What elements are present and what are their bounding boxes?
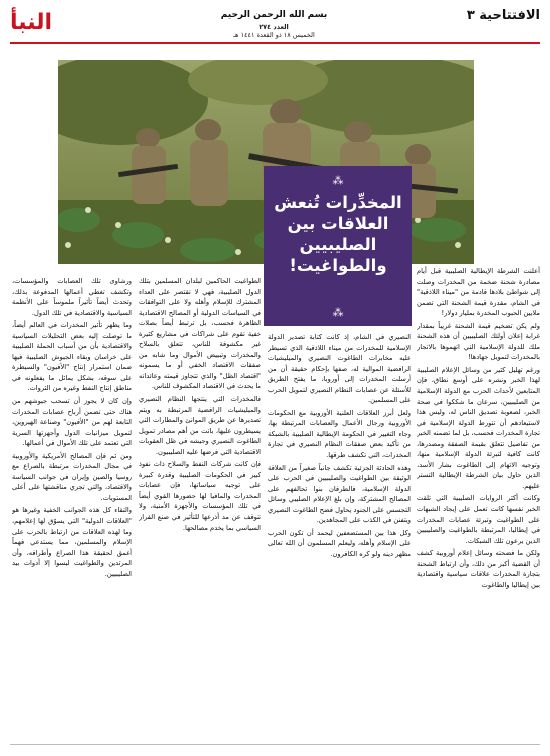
paragraph: ولعل أبرز العلاقات العلنية الأوروبية مع الحكومات الأوروبية ورجال الأعمال والعصابات المرتبطة بها، وجاء التغيير في الحكومة الإيطالية الصليبية بالشبكة من تأكيد بعض صفقات النظام النصيري في تجارة المخدرات، التي تكشف طرقها.	[268, 408, 411, 460]
paragraph: فإن كانت شركات النفط والسلاح ذات نفوذ كبير في الحكومات الصليبية وقدرة كبيرة على توجيه سياساتها، فإن عصابات المخدرات والمافيا لها حضورها القوي أيضاً في تلك المؤسسات والأجهزة الأمنية، ولا تتوقف عن مد أذرعها للتأثير في صنع القرار السياسي بما يخدم مصالحها.	[139, 460, 261, 532]
article-column-4	[12, 276, 132, 740]
paragraph: وكل هذا بين المستضعفين ليحمد أن تكون الحرب على الإسلام وأهله، وليعلم المسلمون أن الله تعالى مظهر دينه ولو كره الكافرون.	[268, 528, 411, 558]
page-header	[10, 6, 540, 42]
headline: المخدِّرات تُنعش العلاقات بين الصليبيين والطواغيت!	[274, 193, 402, 275]
issue-date: الخميس ١٨ ذو القعدة ١٤٤١ هـ	[233, 31, 315, 39]
paragraph: ولكن ما فضحته وسائل إعلام أوروبية كشف أن القضية أكبر من ذلك، وأن ارتباط الشحنة بتجارة المخدرات علاقات سياسية واقتصادية بين إيطاليا والطاغوت	[417, 549, 540, 589]
issue-number: العدد ٢٧٤	[259, 23, 289, 31]
headline-box	[264, 166, 412, 326]
paragraph: والتقاء كل هذه الجوانب الخفية وغيرها هو "العلاقات الدولية" التي يسوّق لها إعلامهم، وما لهذه العلاقات من ارتباط بالحرب على الإسلام والمسلمين، مما يستدعي فهماً أعمق لحقيقة هذا الصراع وأطرافه، وأن المرتدين والطواغيت ليسوا إلا أدوات بيد الصليبيين.	[12, 506, 132, 578]
header-divider	[10, 42, 540, 44]
paragraph: ومن ثم فإن المصالح الأمريكية والأوروبية في مجال المخدرات مرتبطة بالصراع مع روسيا والصين وإيران في جوانب السياسة والاقتصاد، والتي تجري مناقشتها على أعلى المستويات.	[12, 451, 132, 502]
basmala: بسم الله الرحمن الرحيم	[220, 10, 328, 20]
publication-logo	[10, 6, 52, 38]
paragraph: ورغم تهليل كثير من وسائل الإعلام الصليبية لهذا الخبر ونشره على أوسع نطاق، فإن المتابعين لأحداث الحرب مع الدولة الإسلامية من الصليبيين، سرعان ما شككوا في صحة الخبر، لصعوبة تصديق الناس له، وليس هذا لاستيعادهم أن تتورط الدولة الإسلامية في تجارة المخدرات فحسب، بل لما تضمنه الخبر من تفاصيل تتعلق بقيمة الصفقة ومصدرها، كانت كافية لتبرئة الدولة الإسلامية منها، وتوجيه الاتهام إلى الطاغوت بشار الأسد، الذين حاول بيان الشرطة الإيطالية التستر عليهم.	[417, 365, 540, 490]
paragraph: وما يظهر تأثير المخدرات في العالم أيضاً، ما توصلت إليه بعض التحليلات السياسية والاقتصادية بأن من أسباب الحملة الصليبية على خراسان وبقاء الجيوش الصليبية فيها ضمان استمرار إنتاج "الأفيون" والسيطرة على سوقه، بشكل يماثل ما يفعلونه في مناطق إنتاج النفط وغيره من الثروات.	[12, 321, 132, 393]
issue-meta	[214, 23, 334, 39]
paragraph: ورشاوى تلك العصابات والمؤسسات، وتكشف تغطي أعمالها المدفوعة بذلك، وتحدث أيضاً تأثيراً ملموساً على الأنظمة السياسية والاقتصادية في تلك الدول.	[12, 277, 132, 317]
paragraph: وهذه الحادثة الجزئية تكشف جانباً صغيراً من العلاقة الوثيقة بين الطواغيت والصليبيين في الحرب على الدولة الإسلامية، فالطرفان بنوا تحالفهم على المصالح المشتركة، وإن بلغ الإعلام الصليبي وسائل التجسس على الجنود يحاول فضح الطاغوت النصيري ويتفنن في الكذب على المجاهدين.	[268, 463, 411, 525]
paragraph: فالمخدرات التي ينتجها النظام النصيري والميليشيات الرافضية المرتبطة به ويتم تصديرها عن طريق الموانئ والمطارات التي يسيطرون عليها، باتت من أهم مصادر تمويل الطاغوت النصيري وجيشه في ظل العقوبات الاقتصادية التي فرضها عليه الصليبيون.	[139, 395, 261, 456]
article-column-1	[417, 266, 540, 740]
section-title: الافتتاحية ٣	[466, 8, 540, 23]
ornament-icon: ⁂	[332, 306, 344, 319]
logo-text: النبأ	[9, 9, 53, 35]
ornament-icon: ⁂	[332, 174, 344, 187]
article-column-3	[139, 276, 261, 740]
paragraph: الطواغيت الحاكمين لبلدان المسلمين بتلك الدول الصليبية، فهي لا تقتصر على العداء المشترك للإسلام وأهله ولا على التوافقات في السياسات الدولية أو المصالح الاقتصادية الظاهرة فحسب، بل ترتبط أيضاً بصلات خفية تقوم على شراكات في مشاريع كثيرة غير مكشوفة للناس، تتعلق بالسلاح والمخدرات وتبييض الأموال وما شابه من صفقات الاقتصاد الخفي أو ما يسمونه "اقتصاد الظل" والذي تتجاوز قيمته وعائداته ما يحدث في الاقتصاد المكشوف للناس.	[139, 277, 261, 391]
article-column-2	[268, 332, 411, 740]
paragraph: أعلنت الشرطة الإيطالية الصليبية قبل أيام مصادرة شحنة ضخمة من المخدرات وصلت إلى شواطئ بلادها قادمة من "ميناء اللاذقية" في الشام، مقدرة قيمة الشحنة التي تضمن ملايين الحبوب المخدرة بمليار دولار!	[417, 267, 540, 318]
paragraph: وكانت أكثر الروايات الصليبية التي تلقت الخبر نفسها كانت تعمل على إيجاد الشبهات على الطواغيت وتبرئة عصابات المخدرات في إيطاليا، المرتبطة بالطواغيت والصليبيين الذين يرعون تلك الشبكات.	[417, 494, 540, 545]
paragraph: ولم يكن تضخيم قيمة الشحنة غريباً بمقدار غرابة إعلان أولئك الصليبيين أن هذه الشحنة ملك للدولة الإسلامية التي اتهموها بالاتجار بالمخدرات لتمويل جهادها!	[417, 321, 540, 362]
footer-divider	[10, 744, 540, 745]
paragraph: النصيري في الشام، إذ كانت كتابة تصدير الدولة الإسلامية للمخدرات من ميناء اللاذقية الذي تسيطر عليه مخابرات الطاغوت النصيري والميليشيات الرافضية الموالية له، صفها بإحكام حقيقة أن من أرسلت المخدرات إلى أوروبا، ما يفتح الطريق للأسئلة عن عصابات النظام النصيري لتمويل الحرب على المسلمين.	[268, 333, 411, 405]
paragraph: وإن كان لا يجوز أن تسحب جيوشهم من هناك حتى تضمن أرباح عصابات المخدرات التابعة لهم من "الأفيون" وصناعة الهيروين، لتمويل ميزانيات الدول وأجهزتها السرية التي تعتمد على تلك الأموال في أعمالها.	[12, 397, 132, 448]
